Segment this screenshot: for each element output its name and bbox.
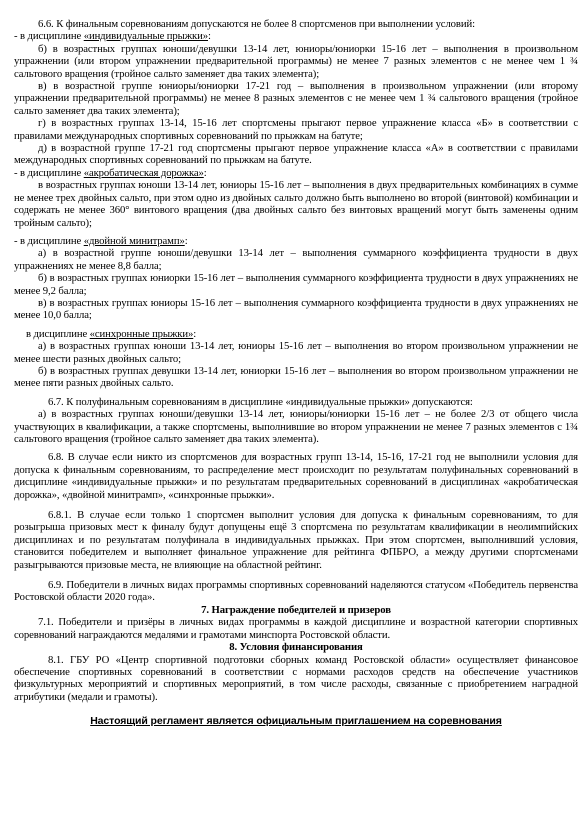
discipline-prefix: - в дисциплине [14,234,84,247]
section-heading-7: 7. Награждение победителей и призеров [201,603,391,616]
paragraph-6-6-v: в) в возрастной группе юниоры/юниорки 17-21 год – выполнения в произвольном упражнении (или второму упражнении предварительной программы) не менее 8 разных элементов с не менее чем 1 ¾ сальтового вращения (тройное сальто заменяет два таких элемента); [14,80,578,117]
paragraph-minitramp-a: а) в возрастной группе юноши/девушки 13-14 лет – выполнения суммарного коэффициента трудности в двух упражнениях не менее 8,8 балла; [14,247,578,272]
discipline-heading-individual-jumps [14,30,578,42]
paragraph-6-8-1: 6.8.1. В случае если только 1 спортсмен выполнит условия для допуска к финальным соревнованиям, то для розыгрыша призовых мест к финалу будут допущены ещё 3 спортсмена по результатам квалификации в неолимпийских дисциплинах и по результатам полуфинала в индивидуальных прыжках. При этом спортсмен, выполнивший условия, становится победителем и выполняет финальное упражнение для рейтинга ФПБРО, а между другими спортсменами разыгрываются призовые места, не влияющие на областной рейтинг. [14,509,578,571]
paragraph-6-9: 6.9. Победители в личных видах программы спортивных соревнований наделяются статусом «Победитель первенства Ростовской области 2020 года». [14,579,578,604]
footer-invitation-note: Настоящий регламент является официальным приглашением на соревнования [90,715,502,728]
paragraph-6-6-b: б) в возрастных группах юноши/девушки 13-14 лет, юниоры/юниорки 15-16 лет – выполнения в произвольном упражнении (или втором упражнении предварительной программы) не менее 7 разных элементов с не менее чем 1 ¾ сальтового вращения (тройное сальто заменяет два таких элемента); [14,42,578,80]
paragraph-6-8: 6.8. В случае если никто из спортсменов для возрастных групп 13-14, 15-16, 17-21 год не выполнили условия для допуска к финальным соревнованиям, то распределение мест происходит по результатам полуфинальных соревнований в дисциплине «индивидуальные прыжки» и по результатам предварительных соревнований в дисциплинах «акробатическая дорожка», «двойной минитрамп», «синхронные прыжки». [14,451,578,501]
discipline-prefix: - в дисциплине [14,30,84,43]
paragraph-synchronized-b: б) в возрастных группах девушки 13-14 лет, юниорки 15-16 лет – выполнения во втором произвольном упражнении не менее пяти разных двойных сальто. [14,364,578,390]
discipline-suffix: : [193,327,197,340]
discipline-suffix: : [184,234,188,247]
paragraph-6-6-d: д) в возрастной группе 17-21 год спортсмены прыгают первое упражнение класса «А» в соответствии с правилами международных спортивных соревнований по прыжкам на батуте. [14,142,578,167]
paragraph-6-7-a: а) в возрастных группах юноши/девушки 13-14 лет, юниоры/юниорки 15-16 лет – не более 2/3 от общего числа участвующих в квалификации, а также спортсмены, выполнившие во втором упражнении не менее 7 разных элементов с 1¾ сальтового вращения (тройное сальто заменяет два таких элемента). [14,408,578,445]
discipline-suffix: : [208,30,211,43]
discipline-heading-synchronized [14,328,578,340]
paragraph-6-6-g: г) в возрастных группах 13-14, 15-16 лет спортсмены прыгают первое упражнение класса «Б» в соответствии с правилами международных спортивных соревнований по прыжкам на батуте; [14,117,578,142]
discipline-name: «двойной минитрамп» [83,234,185,247]
paragraph-6-6-intro: 6.6. К финальным соревнованиям допускаются не более 8 спортсменов при выполнении условий: [38,18,475,30]
discipline-heading-acrobatic-track [14,167,578,179]
discipline-heading-double-minitramp [14,235,578,247]
discipline-prefix: в дисциплине [26,327,90,340]
paragraph-7-1: 7.1. Победители и призёры в личных видах программы в каждой дисциплине и возрастной категории спортивных соревнований награждаются медалями и грамотами минспорта Ростовской области. [14,616,578,641]
paragraph-synchronized-a: а) в возрастных группах юноши 13-14 лет, юниоры 15-16 лет – выполнения во втором произвольном упражнении не менее шести разных двойных сальто; [14,340,578,365]
section-heading-8: 8. Условия финансирования [229,641,363,654]
discipline-name: «акробатическая дорожка» [83,166,204,179]
discipline-name: «синхронные прыжки» [89,327,194,340]
paragraph-acrobatic-track: в возрастных группах юноши 13-14 лет, юниоры 15-16 лет – выполнения в двух предварительных комбинациях в сумме не менее трех двойных сальто, при этом одно из двойных сальто должно быть выполнено во второй (винтовой) комбинации и содержать не менее 360° винтового вращения (два двойных сальто без винтовых вращений могут быть заменены одним тройным сальто); [14,179,578,229]
paragraph-6-7-intro: 6.7. К полуфинальным соревнованиям в дисциплине «индивидуальные прыжки» допускаются: [48,395,473,408]
paragraph-minitramp-v: в) в возрастных группах юниоры 15-16 лет – выполнения суммарного коэффициента трудности в двух упражнениях не менее 10,0 балла; [14,296,578,322]
discipline-suffix: : [203,166,207,179]
paragraph-8-1: 8.1. ГБУ РО «Центр спортивной подготовки сборных команд Ростовской области» осуществляет финансовое обеспечение спортивных соревнований в соответствии с нормами расходов средств на обеспечение участников физкультурных мероприятий и спортивных мероприятий, в том числе расходы, связанные с приобретением наградной атрибутики (медали и грамоты). [14,653,578,703]
discipline-name: «индивидуальные прыжки» [83,30,208,43]
discipline-prefix: - в дисциплине [14,166,84,179]
paragraph-minitramp-b: б) в возрастных группах юниорки 15-16 лет – выполнения суммарного коэффициента трудности в двух упражнениях не менее 9,2 балла; [14,272,578,297]
